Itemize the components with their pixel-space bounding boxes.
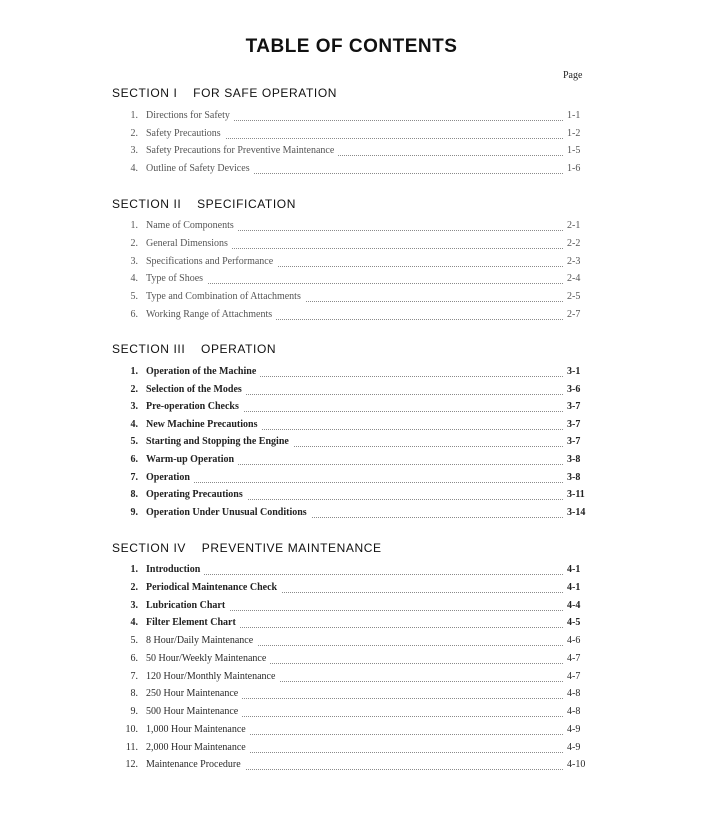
entry-title[interactable]: Lubrication Chart bbox=[146, 600, 229, 611]
page-title: TABLE OF CONTENTS bbox=[245, 36, 458, 57]
toc-entry[interactable] bbox=[0, 706, 703, 723]
toc-entry[interactable] bbox=[0, 454, 703, 471]
entry-page-number[interactable]: 3-11 bbox=[567, 489, 585, 501]
entry-number: 11. bbox=[125, 741, 138, 753]
entry-number: 4. bbox=[130, 418, 138, 430]
entry-page-number[interactable]: 4-7 bbox=[567, 652, 581, 664]
entry-number: 2. bbox=[130, 581, 138, 593]
entry-page-number[interactable]: 3-8 bbox=[567, 454, 581, 465]
page-column-label: Page bbox=[563, 70, 583, 81]
entry-number: 10. bbox=[125, 723, 138, 735]
entry-title[interactable]: General Dimensions bbox=[146, 238, 232, 249]
entry-page-number[interactable]: 3-6 bbox=[567, 383, 581, 395]
toc-entry[interactable] bbox=[0, 472, 703, 489]
entry-number: 3. bbox=[130, 401, 138, 413]
toc-entry[interactable] bbox=[0, 384, 703, 401]
entry-page-number[interactable]: 4-1 bbox=[567, 581, 581, 593]
toc-entry[interactable] bbox=[0, 759, 703, 776]
entry-page-number[interactable]: 2-3 bbox=[567, 255, 581, 267]
toc-entry[interactable] bbox=[0, 273, 703, 290]
entry-number: 7. bbox=[130, 471, 138, 483]
entry-title[interactable]: Safety Precautions for Preventive Maintenance bbox=[146, 145, 338, 156]
toc-entry[interactable] bbox=[0, 436, 703, 453]
toc-entry[interactable] bbox=[0, 617, 703, 634]
entry-number: 9. bbox=[130, 506, 138, 518]
entry-number: 6. bbox=[130, 309, 138, 320]
entry-page-number[interactable]: 2-5 bbox=[567, 291, 581, 303]
entry-number: 8. bbox=[130, 489, 138, 501]
dot-leader bbox=[146, 573, 563, 575]
toc-entry[interactable] bbox=[0, 724, 703, 741]
entry-title[interactable]: 8 Hour/Daily Maintenance bbox=[146, 635, 257, 646]
entry-title[interactable]: Operation Under Unusual Conditions bbox=[146, 507, 311, 518]
entry-title[interactable]: 120 Hour/Monthly Maintenance bbox=[146, 671, 279, 682]
toc-entry[interactable] bbox=[0, 145, 703, 162]
entry-number: 2. bbox=[130, 237, 138, 249]
entry-title[interactable]: Filter Element Chart bbox=[146, 617, 240, 628]
entry-page-number[interactable]: 1-2 bbox=[567, 127, 581, 139]
entry-title[interactable]: Directions for Safety bbox=[146, 110, 234, 121]
entry-page-number[interactable]: 1-6 bbox=[567, 162, 581, 174]
section-heading: SECTION I FOR SAFE OPERATION bbox=[112, 86, 338, 100]
entry-number: 4. bbox=[130, 273, 138, 285]
entry-title[interactable]: Name of Components bbox=[146, 220, 238, 231]
toc-entry[interactable] bbox=[0, 401, 703, 418]
entry-page-number[interactable]: 4-8 bbox=[567, 688, 581, 700]
toc-entry[interactable] bbox=[0, 366, 703, 383]
entry-title[interactable]: 1,000 Hour Maintenance bbox=[146, 724, 250, 735]
entry-title[interactable]: New Machine Precautions bbox=[146, 419, 261, 430]
toc-entry[interactable] bbox=[0, 238, 703, 255]
section-heading: SECTION IV PREVENTIVE MAINTENANCE bbox=[112, 541, 382, 555]
entry-number: 2. bbox=[130, 127, 138, 139]
entry-number: 5. bbox=[130, 635, 138, 646]
entry-number: 6. bbox=[130, 454, 138, 465]
toc-entry[interactable] bbox=[0, 671, 703, 688]
toc-entry[interactable] bbox=[0, 600, 703, 617]
entry-page-number[interactable]: 4-7 bbox=[567, 670, 581, 682]
entry-title[interactable]: 2,000 Hour Maintenance bbox=[146, 742, 250, 753]
entry-number: 3. bbox=[130, 145, 138, 157]
entry-title[interactable]: Operation of the Machine bbox=[146, 366, 260, 377]
entry-title[interactable]: Operation bbox=[146, 472, 194, 483]
entry-number: 12. bbox=[125, 759, 138, 771]
entry-title[interactable]: Periodical Maintenance Check bbox=[146, 582, 281, 593]
entry-title[interactable]: Introduction bbox=[146, 564, 204, 575]
entry-page-number[interactable]: 2-1 bbox=[567, 220, 581, 231]
toc-entry[interactable] bbox=[0, 564, 703, 581]
entry-title[interactable]: 500 Hour Maintenance bbox=[146, 706, 242, 717]
entry-page-number[interactable]: 2-2 bbox=[567, 237, 581, 249]
entry-number: 5. bbox=[130, 291, 138, 303]
dot-leader bbox=[146, 481, 563, 483]
entry-title[interactable]: Specifications and Performance bbox=[146, 256, 277, 267]
entry-title[interactable]: Pre-operation Checks bbox=[146, 401, 243, 412]
entry-number: 4. bbox=[130, 617, 138, 629]
entry-page-number[interactable]: 4-10 bbox=[567, 759, 586, 771]
entry-number: 6. bbox=[130, 652, 138, 664]
entry-number: 7. bbox=[130, 670, 138, 682]
toc-entry[interactable] bbox=[0, 291, 703, 308]
toc-entry[interactable] bbox=[0, 220, 703, 237]
entry-title[interactable]: 50 Hour/Weekly Maintenance bbox=[146, 653, 270, 664]
entry-page-number[interactable]: 1-1 bbox=[567, 110, 581, 121]
entry-page-number[interactable]: 1-5 bbox=[567, 145, 581, 157]
entry-title[interactable]: Working Range of Attachments bbox=[146, 309, 276, 320]
entry-page-number[interactable]: 3-8 bbox=[567, 471, 581, 483]
entry-title[interactable]: Selection of the Modes bbox=[146, 384, 246, 395]
toc-entry[interactable] bbox=[0, 110, 703, 127]
entry-title[interactable]: Type and Combination of Attachments bbox=[146, 291, 305, 302]
dot-leader bbox=[146, 282, 563, 284]
entry-page-number[interactable]: 4-9 bbox=[567, 723, 581, 735]
toc-entry[interactable] bbox=[0, 309, 703, 326]
entry-page-number[interactable]: 4-9 bbox=[567, 741, 581, 753]
entry-number: 8. bbox=[130, 688, 138, 700]
toc-entry[interactable] bbox=[0, 635, 703, 652]
toc-entry[interactable] bbox=[0, 653, 703, 670]
entry-page-number[interactable]: 3-7 bbox=[567, 418, 581, 430]
entry-title[interactable]: Warm-up Operation bbox=[146, 454, 238, 465]
toc-entry[interactable] bbox=[0, 419, 703, 436]
entry-number: 1. bbox=[130, 110, 138, 121]
section-heading: SECTION III OPERATION bbox=[112, 342, 277, 356]
entry-title[interactable]: Safety Precautions bbox=[146, 128, 225, 139]
entry-title[interactable]: Starting and Stopping the Engine bbox=[146, 436, 293, 447]
entry-title[interactable]: 250 Hour Maintenance bbox=[146, 688, 242, 699]
entry-page-number[interactable]: 3-14 bbox=[567, 506, 586, 518]
entry-title[interactable]: Maintenance Procedure bbox=[146, 759, 245, 770]
entry-number: 1. bbox=[130, 366, 138, 377]
entry-number: 5. bbox=[130, 436, 138, 448]
toc-entry[interactable] bbox=[0, 742, 703, 759]
entry-title[interactable]: Type of Shoes bbox=[146, 273, 207, 284]
toc-entry[interactable] bbox=[0, 582, 703, 599]
entry-page-number[interactable]: 4-4 bbox=[567, 599, 581, 611]
entry-page-number[interactable]: 4-5 bbox=[567, 617, 581, 629]
toc-entry[interactable] bbox=[0, 489, 703, 506]
entry-page-number[interactable]: 4-8 bbox=[567, 706, 581, 717]
entry-number: 9. bbox=[130, 706, 138, 717]
entry-page-number[interactable]: 3-7 bbox=[567, 436, 581, 448]
entry-number: 1. bbox=[130, 220, 138, 231]
toc-entry[interactable] bbox=[0, 163, 703, 180]
entry-number: 1. bbox=[130, 564, 138, 575]
section-heading: SECTION II SPECIFICATION bbox=[112, 197, 296, 211]
entry-page-number[interactable]: 2-7 bbox=[567, 309, 581, 320]
entry-number: 2. bbox=[130, 383, 138, 395]
toc-entry[interactable] bbox=[0, 128, 703, 145]
entry-page-number[interactable]: 3-1 bbox=[567, 366, 581, 377]
entry-number: 3. bbox=[130, 599, 138, 611]
entry-page-number[interactable]: 3-7 bbox=[567, 401, 581, 413]
toc-entry[interactable] bbox=[0, 507, 703, 524]
entry-title[interactable]: Outline of Safety Devices bbox=[146, 163, 254, 174]
entry-page-number[interactable]: 4-1 bbox=[567, 564, 581, 575]
entry-page-number[interactable]: 2-4 bbox=[567, 273, 581, 285]
toc-entry[interactable] bbox=[0, 688, 703, 705]
toc-entry[interactable] bbox=[0, 256, 703, 273]
entry-number: 4. bbox=[130, 162, 138, 174]
entry-title[interactable]: Operating Precautions bbox=[146, 489, 247, 500]
entry-number: 3. bbox=[130, 255, 138, 267]
entry-page-number[interactable]: 4-6 bbox=[567, 635, 581, 646]
